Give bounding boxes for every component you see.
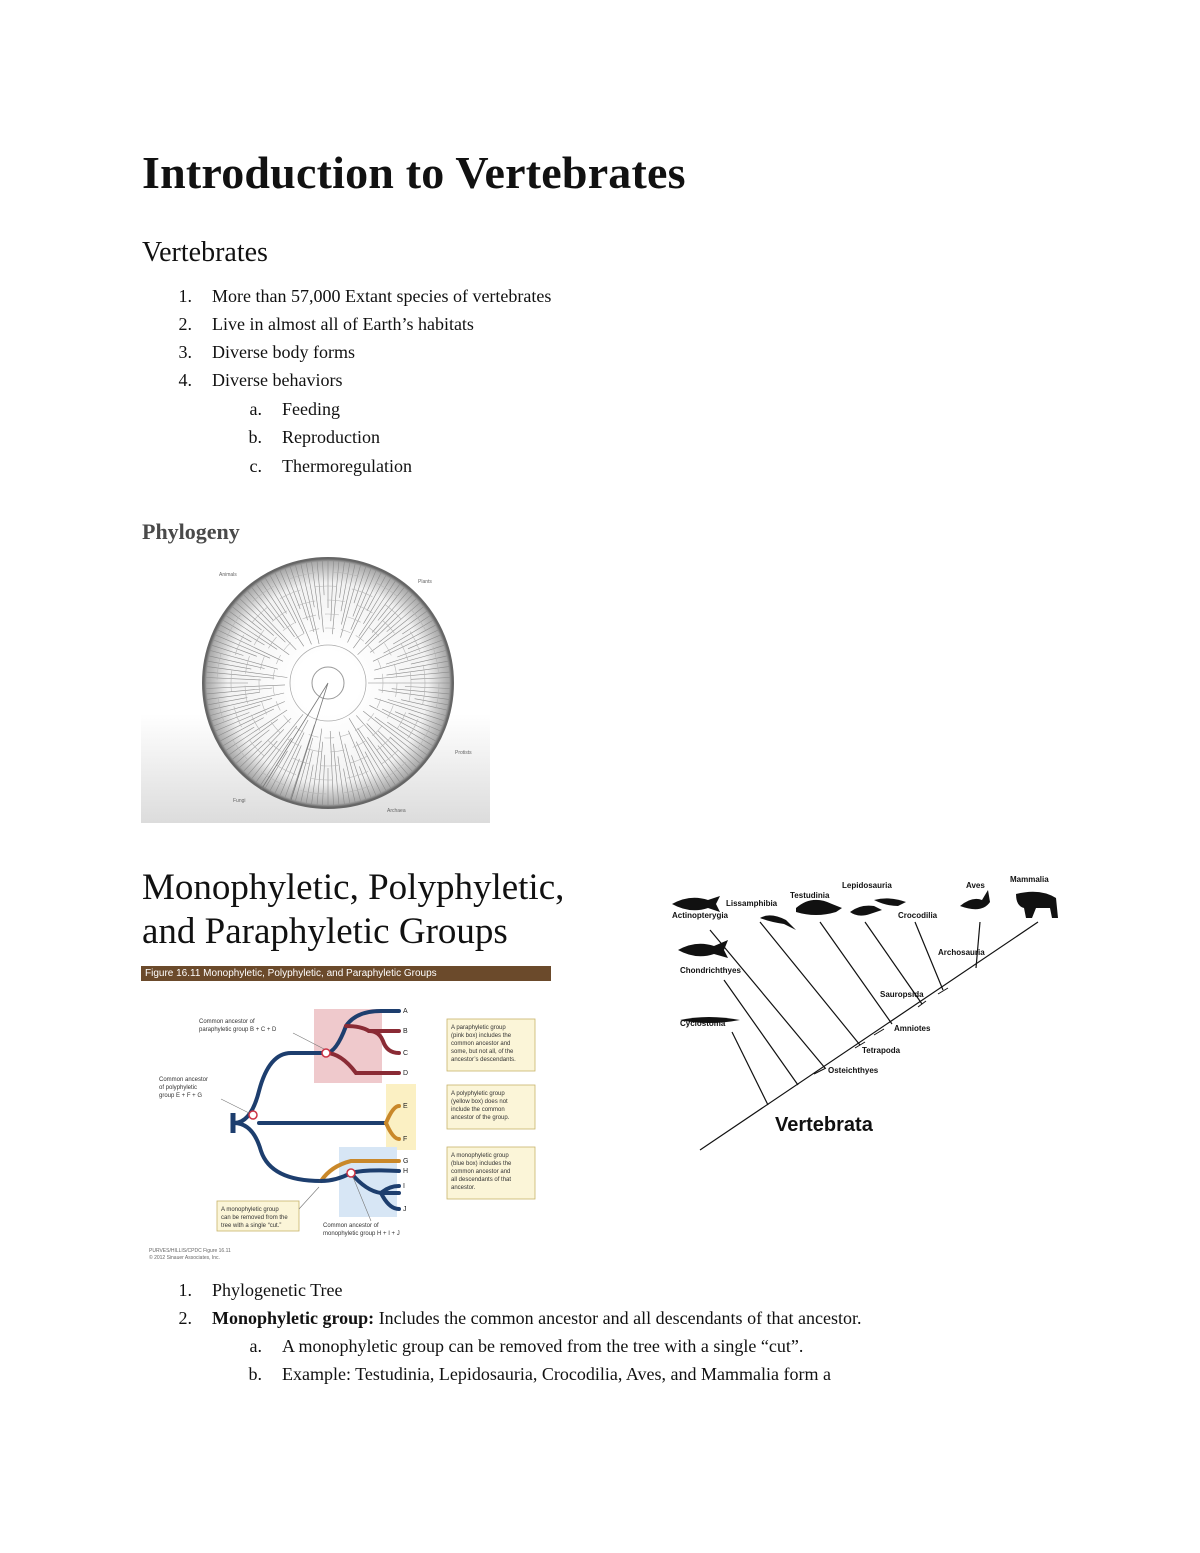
section-heading-phylogeny: Phylogeny [142, 519, 240, 544]
svg-text:Amniotes: Amniotes [894, 1024, 931, 1033]
svg-text:Actinopterygia: Actinopterygia [672, 911, 729, 920]
label-animals: Animals [219, 572, 237, 578]
svg-text:C: C [403, 1050, 409, 1057]
section-heading-groups: Monophyletic, Polyphyletic, and Paraphyletic Groups [142, 867, 565, 952]
label-archaea: Archaea [387, 808, 406, 814]
figure-groups-diagram [141, 966, 551, 1270]
svg-text:include the common: include the common [451, 1107, 505, 1113]
svg-text:Mammalia: Mammalia [1010, 875, 1049, 884]
svg-text:(blue box) includes the: (blue box) includes the [451, 1161, 512, 1167]
svg-text:can be removed from the: can be removed from the [221, 1215, 288, 1221]
svg-text:F: F [403, 1136, 408, 1143]
svg-text:ancestor.: ancestor. [451, 1185, 476, 1191]
svg-text:Tetrapoda: Tetrapoda [862, 1046, 901, 1055]
vertebrata-label: Vertebrata [775, 1114, 873, 1136]
label-fungi: Fungi [233, 798, 246, 804]
svg-text:group E + F + G: group E + F + G [159, 1093, 203, 1099]
svg-text:Lepidosauria: Lepidosauria [842, 881, 892, 890]
svg-text:Cyclostoma: Cyclostoma [680, 1019, 726, 1028]
svg-text:Crocodilia: Crocodilia [898, 911, 938, 920]
label-plants: Plants [418, 579, 432, 585]
svg-text:A polyphyletic group: A polyphyletic group [451, 1091, 505, 1097]
page-title: Introduction to Vertebrates [142, 147, 686, 198]
section-heading-vertebrates: Vertebrates [142, 237, 268, 268]
svg-text:Common ancestor of: Common ancestor of [199, 1019, 255, 1025]
svg-text:PURVES/HILLIS/CPDC Figure 16.1: PURVES/HILLIS/CPDC Figure 16.11 [149, 1248, 231, 1254]
svg-text:A: A [403, 1008, 408, 1015]
svg-text:(yellow box) does not: (yellow box) does not [451, 1099, 508, 1105]
svg-text:A monophyletic group: A monophyletic group [451, 1153, 509, 1159]
svg-text:some, but not all, of the: some, but not all, of the [451, 1049, 514, 1055]
svg-text:Osteichthyes: Osteichthyes [828, 1066, 879, 1075]
svg-text:Sauropsida: Sauropsida [880, 990, 924, 999]
svg-text:tree with a single “cut.”: tree with a single “cut.” [221, 1223, 282, 1229]
svg-text:ancestor’s descendants.: ancestor’s descendants. [451, 1057, 516, 1063]
svg-text:Common ancestor: Common ancestor [159, 1077, 209, 1083]
svg-text:Lissamphibia: Lissamphibia [726, 899, 778, 908]
vertebrata-cladogram [660, 860, 1060, 1152]
svg-text:G: G [403, 1158, 409, 1165]
svg-text:H: H [403, 1168, 409, 1175]
svg-text:D: D [403, 1070, 409, 1077]
svg-text:Testudinia: Testudinia [790, 891, 830, 900]
svg-text:Archosauria: Archosauria [938, 948, 985, 957]
svg-text:ancestor of the group.: ancestor of the group. [451, 1115, 510, 1121]
svg-text:paraphyletic group B + C + D: paraphyletic group B + C + D [199, 1027, 277, 1033]
svg-text:© 2012 Sinauer Associates, Inc: © 2012 Sinauer Associates, Inc. [149, 1255, 220, 1261]
svg-text:common ancestor and: common ancestor and [451, 1041, 511, 1047]
svg-text:Chondrichthyes: Chondrichthyes [680, 966, 741, 975]
svg-text:A paraphyletic group: A paraphyletic group [451, 1025, 506, 1031]
svg-text:E: E [403, 1103, 408, 1110]
figure-title: Figure 16.11 Monophyletic, Polyphyletic, and Paraphyletic Groups [141, 966, 551, 981]
svg-text:Aves: Aves [966, 881, 985, 890]
label-protists: Protists [455, 750, 472, 756]
svg-text:J: J [403, 1206, 407, 1213]
svg-text:Common ancestor of: Common ancestor of [323, 1223, 379, 1229]
svg-text:monophyletic group H + I + J: monophyletic group H + I + J [323, 1231, 400, 1237]
svg-text:B: B [403, 1028, 408, 1035]
phylogeny-tree-image [141, 550, 490, 823]
svg-text:I: I [403, 1183, 405, 1190]
svg-text:A monophyletic group: A monophyletic group [221, 1207, 279, 1213]
svg-text:all descendants of that: all descendants of that [451, 1177, 512, 1183]
svg-text:(pink box) includes the: (pink box) includes the [451, 1033, 512, 1039]
svg-text:common ancestor and: common ancestor and [451, 1169, 511, 1175]
svg-text:of polyphyletic: of polyphyletic [159, 1085, 198, 1091]
